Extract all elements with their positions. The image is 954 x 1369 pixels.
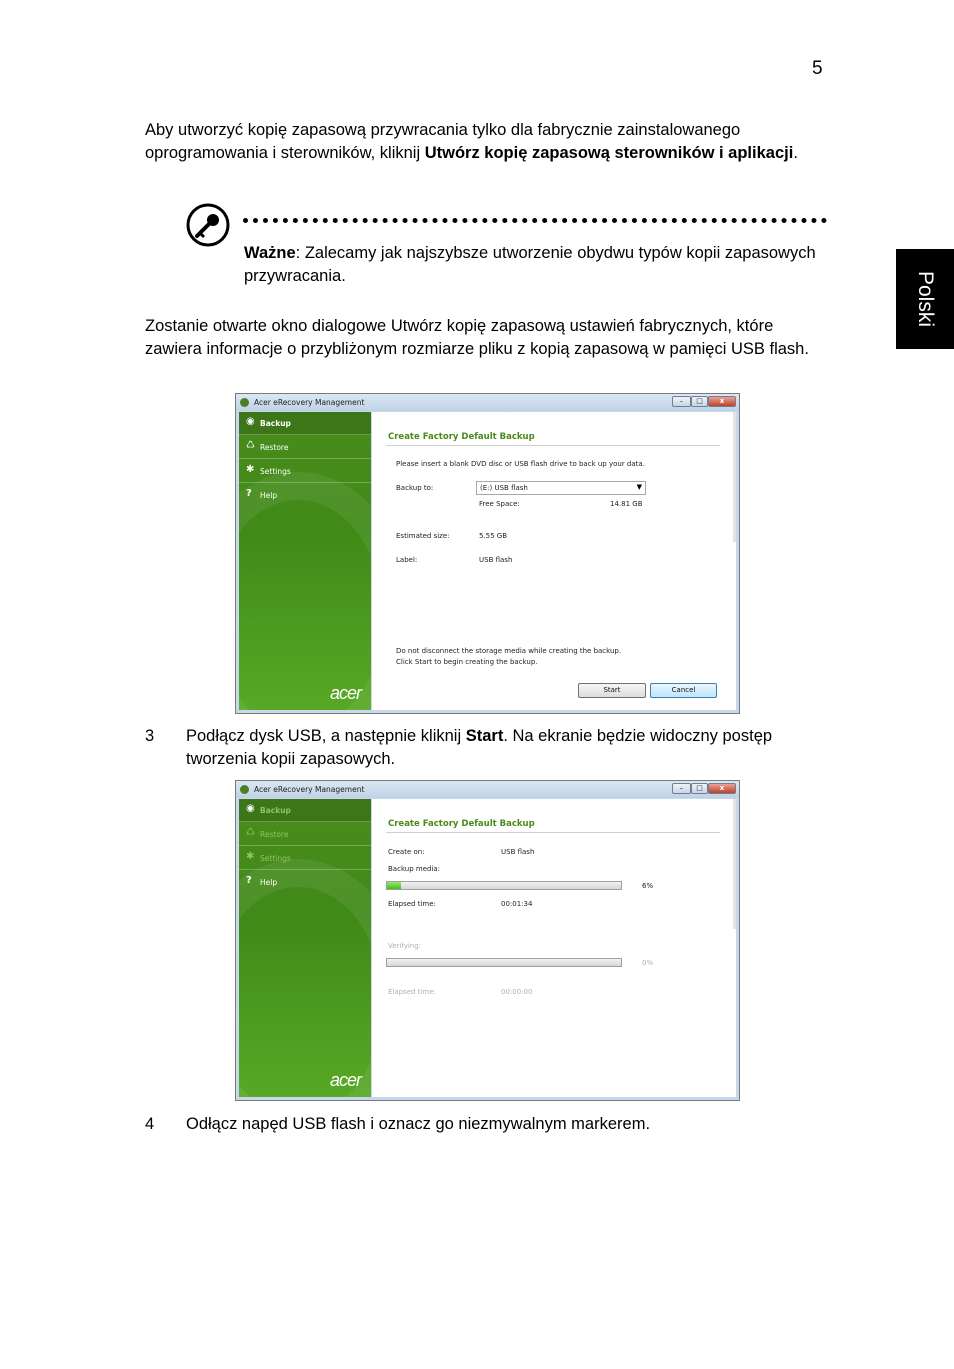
scrollbar[interactable] (733, 412, 736, 542)
gear-icon: ✱ (246, 851, 255, 862)
backup-to-value: (E:) USB flash (480, 484, 528, 492)
close-button[interactable]: x (708, 396, 736, 407)
verifying-progress-percent: 0% (642, 959, 654, 967)
backup-progress-fill (387, 882, 401, 889)
restore-icon: ♺ (246, 827, 255, 838)
content-heading: Create Factory Default Backup (388, 432, 535, 442)
disc-icon: ◉ (246, 803, 255, 814)
nav-label: Restore (260, 830, 289, 839)
start-button[interactable]: Start (578, 683, 646, 698)
footer-warning: Do not disconnect the storage media while creating the backup. (396, 647, 622, 655)
nav-label: Help (260, 491, 278, 500)
erecovery-window-backup (235, 393, 740, 714)
nav-item-help[interactable] (239, 484, 371, 507)
title-bar (236, 394, 739, 411)
content-heading: Create Factory Default Backup (388, 819, 535, 829)
acer-logo: acer (329, 1070, 361, 1090)
estimated-size-value: 5.55 GB (479, 532, 508, 540)
nav-label: Help (260, 878, 278, 887)
minimize-button[interactable]: – (672, 396, 691, 407)
step-number: 3 (145, 727, 155, 745)
instruction-text: Please insert a blank DVD disc or USB flash drive to back up your data. (396, 460, 645, 468)
dialog-paragraph: Zostanie otwarte okno dialogowe Utwórz kopię zapasową ustawień fabrycznych, które zawiera informacje o przybliżonym rozmiarze pliku z kopią zapasową w pamięci USB flash. (145, 317, 809, 358)
elapsed-time-value-2: 00:00:00 (501, 988, 533, 996)
step-bold: Start (465, 727, 504, 745)
nav-label: Backup (260, 419, 291, 428)
create-on-value: USB flash (501, 848, 535, 856)
window-title: Acer eRecovery Management (254, 785, 365, 794)
label-label: Label: (396, 556, 418, 564)
language-tab (896, 249, 954, 349)
erecovery-window-progress (235, 780, 740, 1101)
backup-to-label: Backup to: (396, 484, 434, 492)
step-number: 4 (145, 1115, 155, 1133)
verifying-progress-bar (386, 958, 622, 967)
title-bar (236, 781, 739, 798)
note-text: : Zalecamy jak najszybsze utworzenie obydwu typów kopii zapasowych przywracania. (244, 244, 816, 285)
elapsed-time-label: Elapsed time: (388, 900, 436, 908)
nav-label: Settings (260, 854, 291, 863)
free-space-label: Free Space: (479, 500, 520, 508)
window-title: Acer eRecovery Management (254, 398, 365, 407)
step-text: Odłącz napęd USB flash i oznacz go niezmywalnym markerem. (186, 1115, 651, 1133)
page-number: 5 (812, 58, 823, 79)
acer-logo: acer (329, 683, 361, 703)
language-tab-label: Polski (914, 270, 937, 328)
backup-progress-percent: 6% (642, 882, 654, 890)
maximize-button[interactable]: □ (691, 783, 708, 794)
scrollbar[interactable] (733, 799, 736, 929)
elapsed-time-label-2: Elapsed time: (388, 988, 436, 996)
nav-item-backup (239, 799, 371, 822)
step-text-end: . Na ekranie będzie widoczny postęp tworzenia kopii zapasowych. (186, 727, 773, 768)
content-panel (372, 412, 736, 710)
backup-to-select[interactable] (476, 481, 646, 495)
heading-divider (386, 445, 720, 446)
question-icon: ? (246, 875, 252, 886)
label-value: USB flash (479, 556, 513, 564)
nav-label: Restore (260, 443, 289, 452)
gear-icon: ✱ (246, 464, 255, 475)
footer-instruction: Click Start to begin creating the backup. (396, 658, 538, 666)
step-text (186, 725, 806, 771)
note-label: Ważne (244, 244, 296, 262)
chevron-down-icon: ▼ (636, 483, 642, 491)
nav-item-settings[interactable] (239, 460, 371, 483)
intro-text: Aby utworzyć kopię zapasową przywracania tylko dla fabrycznie zainstalowanego oprogramowania i sterowników, kliknij (145, 121, 741, 162)
nav-item-restore[interactable] (239, 436, 371, 459)
disc-icon: ◉ (246, 416, 255, 427)
sidebar-swirl-decoration (239, 859, 371, 1097)
sidebar-swirl-decoration (239, 472, 371, 710)
app-icon (240, 398, 249, 407)
backup-media-label: Backup media: (388, 865, 441, 873)
intro-bold: Utwórz kopię zapasową sterowników i aplikacji (424, 144, 794, 162)
key-icon (185, 202, 231, 248)
sidebar (239, 412, 371, 710)
nav-item-help[interactable] (239, 871, 371, 894)
app-icon (240, 785, 249, 794)
sidebar (239, 799, 371, 1097)
elapsed-time-value: 00:01:34 (501, 900, 533, 908)
step-text-start: Podłącz dysk USB, a następnie kliknij (186, 727, 466, 745)
nav-label: Settings (260, 467, 291, 476)
heading-divider (386, 832, 720, 833)
nav-item-backup[interactable] (239, 412, 371, 435)
note-paragraph (244, 242, 824, 288)
nav-item-settings (239, 847, 371, 870)
nav-item-restore (239, 823, 371, 846)
maximize-button[interactable]: □ (691, 396, 708, 407)
cancel-button[interactable]: Cancel (650, 683, 717, 698)
verifying-label: Verifying: (388, 942, 422, 950)
restore-icon: ♺ (246, 440, 255, 451)
free-space-value: 14.81 GB (610, 500, 643, 508)
minimize-button[interactable]: – (672, 783, 691, 794)
create-on-label: Create on: (388, 848, 425, 856)
intro-paragraph (145, 119, 825, 165)
estimated-size-label: Estimated size: (396, 532, 450, 540)
content-panel (372, 799, 736, 1097)
question-icon: ? (246, 488, 252, 499)
note-divider (243, 218, 827, 223)
nav-label: Backup (260, 806, 291, 815)
intro-text-end: . (793, 144, 798, 162)
close-button[interactable]: x (708, 783, 736, 794)
backup-progress-bar (386, 881, 622, 890)
